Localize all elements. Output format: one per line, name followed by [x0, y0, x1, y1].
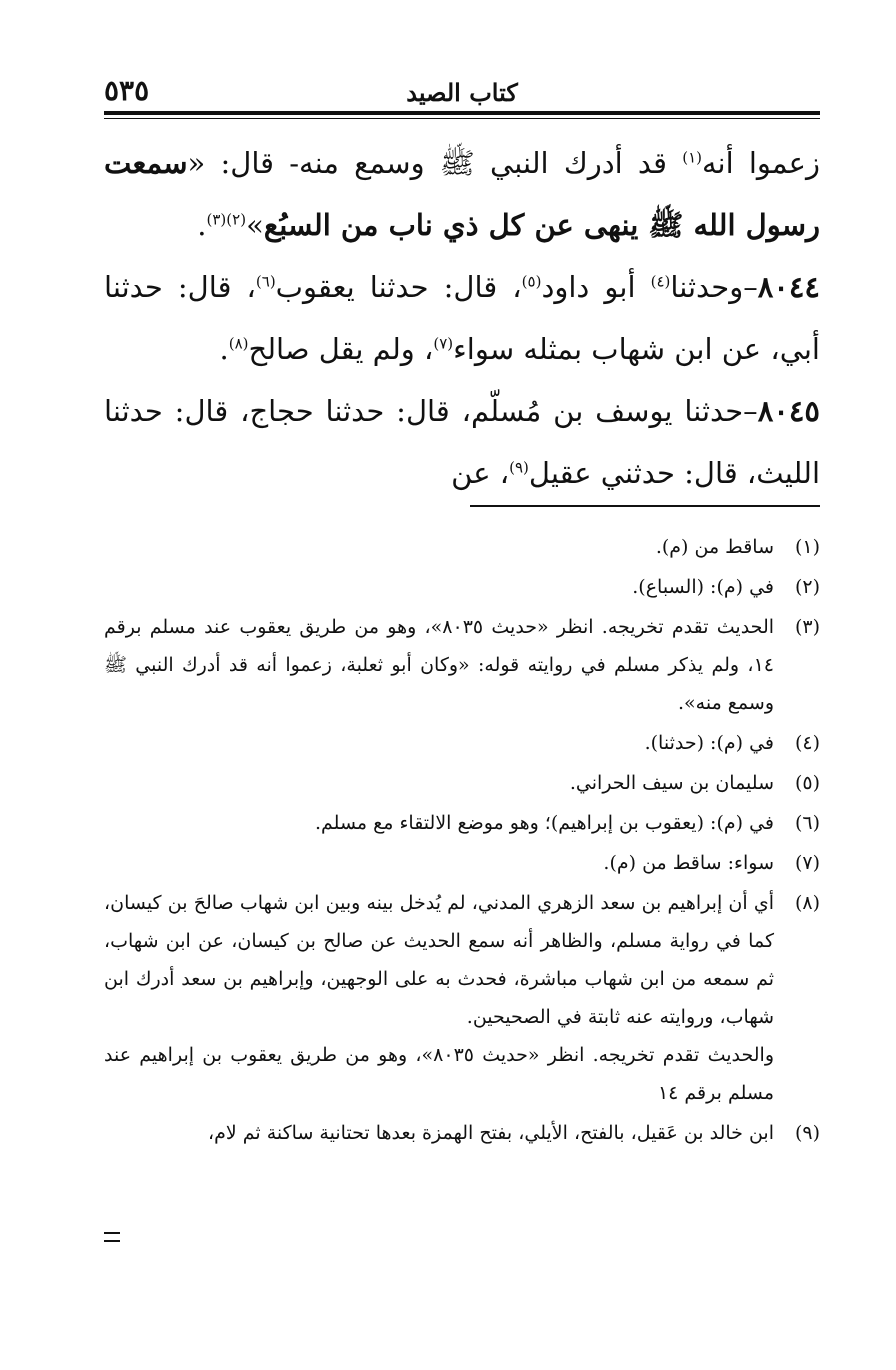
footnote-text: أي أن إبراهيم بن سعد الزهري المدني، لم يُدخل بينه وبين ابن شهاب صالحَ بن كيسان، كما في رواية مسلم، والظاهر أنه سمع الحديث عن صالح بن كيسان، عن ابن شهاب، ثم سمعه من ابن شهاب مباشرة، فحدث به على الوجهين، وإبراهيم بن سعد أدرك ابن شهاب، وروايته عنه ثابتة في الصحيحين. [104, 892, 774, 1028]
footnotes [104, 528, 820, 1154]
footnote-item [104, 804, 820, 842]
footnote-separator [470, 505, 820, 507]
footnote-number: (١) [794, 536, 820, 558]
footnote-text: سواء: ساقط من (م). [603, 852, 774, 874]
footnote-item [104, 844, 820, 882]
footnote-item [104, 528, 820, 566]
page-header [104, 74, 820, 108]
chapter-title: كتاب الصيد [406, 78, 518, 107]
footnote-item [104, 764, 820, 802]
footnote-number: (٧) [794, 852, 820, 874]
page-number: ٥٣٥ [104, 74, 150, 107]
footnote-ref: (١) [682, 148, 702, 167]
footnote-number: (٩) [794, 1122, 820, 1144]
footnote-item [104, 1114, 820, 1152]
footnote-number: (٣) [794, 616, 820, 638]
footnote-number: (٢) [794, 576, 820, 598]
footnote-number: (٦) [794, 812, 820, 834]
footnote-text: ابن خالد بن عَقيل، بالفتح، الأيلي، بفتح الهمزة بعدها تحتانية ساكنة ثم لام، [207, 1122, 774, 1144]
continuation-mark [104, 1232, 120, 1242]
hadith-8045: ٨٠٤٥–حدثنا يوسف بن مُسلّم، قال: حدثنا حجاج، قال: حدثنا الليث، قال: حدثني عقيل$^{(٩)}$، عن [104, 394, 820, 490]
header-rule-thick [104, 111, 820, 115]
hadith-8044: ٨٠٤٤–وحدثنا$^{(٤)}$ أبو داود$^{(٥)}$، قال: حدثنا يعقوب$^{(٦)}$، قال: حدثنا أبي، عن ابن شهاب بمثله سواء$^{(٧)}$، ولم يقل صالح$^{(٨)}$. [104, 270, 821, 366]
paragraph-continuation: زعموا أنه$^{(١)}$ قد أدرك النبي ﷺ وسمع منه- قال: «سمعت رسول الله ﷺ ينهى عن كل ذي ناب من السبُع»$^{(٢)(٣)}$. [104, 146, 820, 242]
footnote-ref: (٨) [228, 334, 249, 353]
footnote-item [104, 608, 820, 722]
footnote-text: ساقط من (م). [655, 536, 774, 558]
footnote-continuation: والحديث تقدم تخريجه. انظر «حديث ٨٠٣٥»، وهو من طريق يعقوب بن إبراهيم عند مسلم برقم ١٤ [104, 1044, 775, 1104]
footnote-text: الحديث تقدم تخريجه. انظر «حديث ٨٠٣٥»، وهو من طريق يعقوب عند مسلم برقم ١٤، ولم يذكر مسلم في روايته قوله: «وكان أبو ثعلبة، زعموا أنه قد أدرك النبي ﷺ وسمع منه». [104, 616, 775, 714]
hadith-number: ٨٠٤٤ [757, 270, 821, 304]
footnote-ref: (٥) [521, 272, 542, 291]
footnote-text: سليمان بن سيف الحراني. [569, 772, 774, 794]
footnote-ref: (٤) [650, 272, 671, 291]
footnote-item [104, 724, 820, 762]
footnote-ref: (٢)(٣) [206, 210, 247, 229]
footnote-ref: (٦) [255, 272, 276, 291]
footnote-ref: (٧) [433, 334, 454, 353]
footnote-number: (٥) [794, 772, 820, 794]
hadith-number: ٨٠٤٥ [757, 394, 820, 428]
footnote-text: في (م): (حدثنا). [644, 732, 774, 754]
footnote-ref: (٩) [509, 458, 529, 477]
main-text [104, 132, 820, 504]
footnote-item [104, 568, 820, 606]
footnote-text: في (م): (يعقوب بن إبراهيم)؛ وهو موضع الالتقاء مع مسلم. [315, 812, 774, 834]
header-rule-thin [104, 118, 820, 119]
hadith-quote: سمعت رسول الله ﷺ ينهى عن كل ذي ناب من السبُع [104, 146, 820, 242]
footnote-item [104, 884, 820, 1112]
footnote-text: في (م): (السباع). [632, 576, 774, 598]
footnote-number: (٨) [794, 892, 820, 914]
footnote-number: (٤) [794, 732, 820, 754]
